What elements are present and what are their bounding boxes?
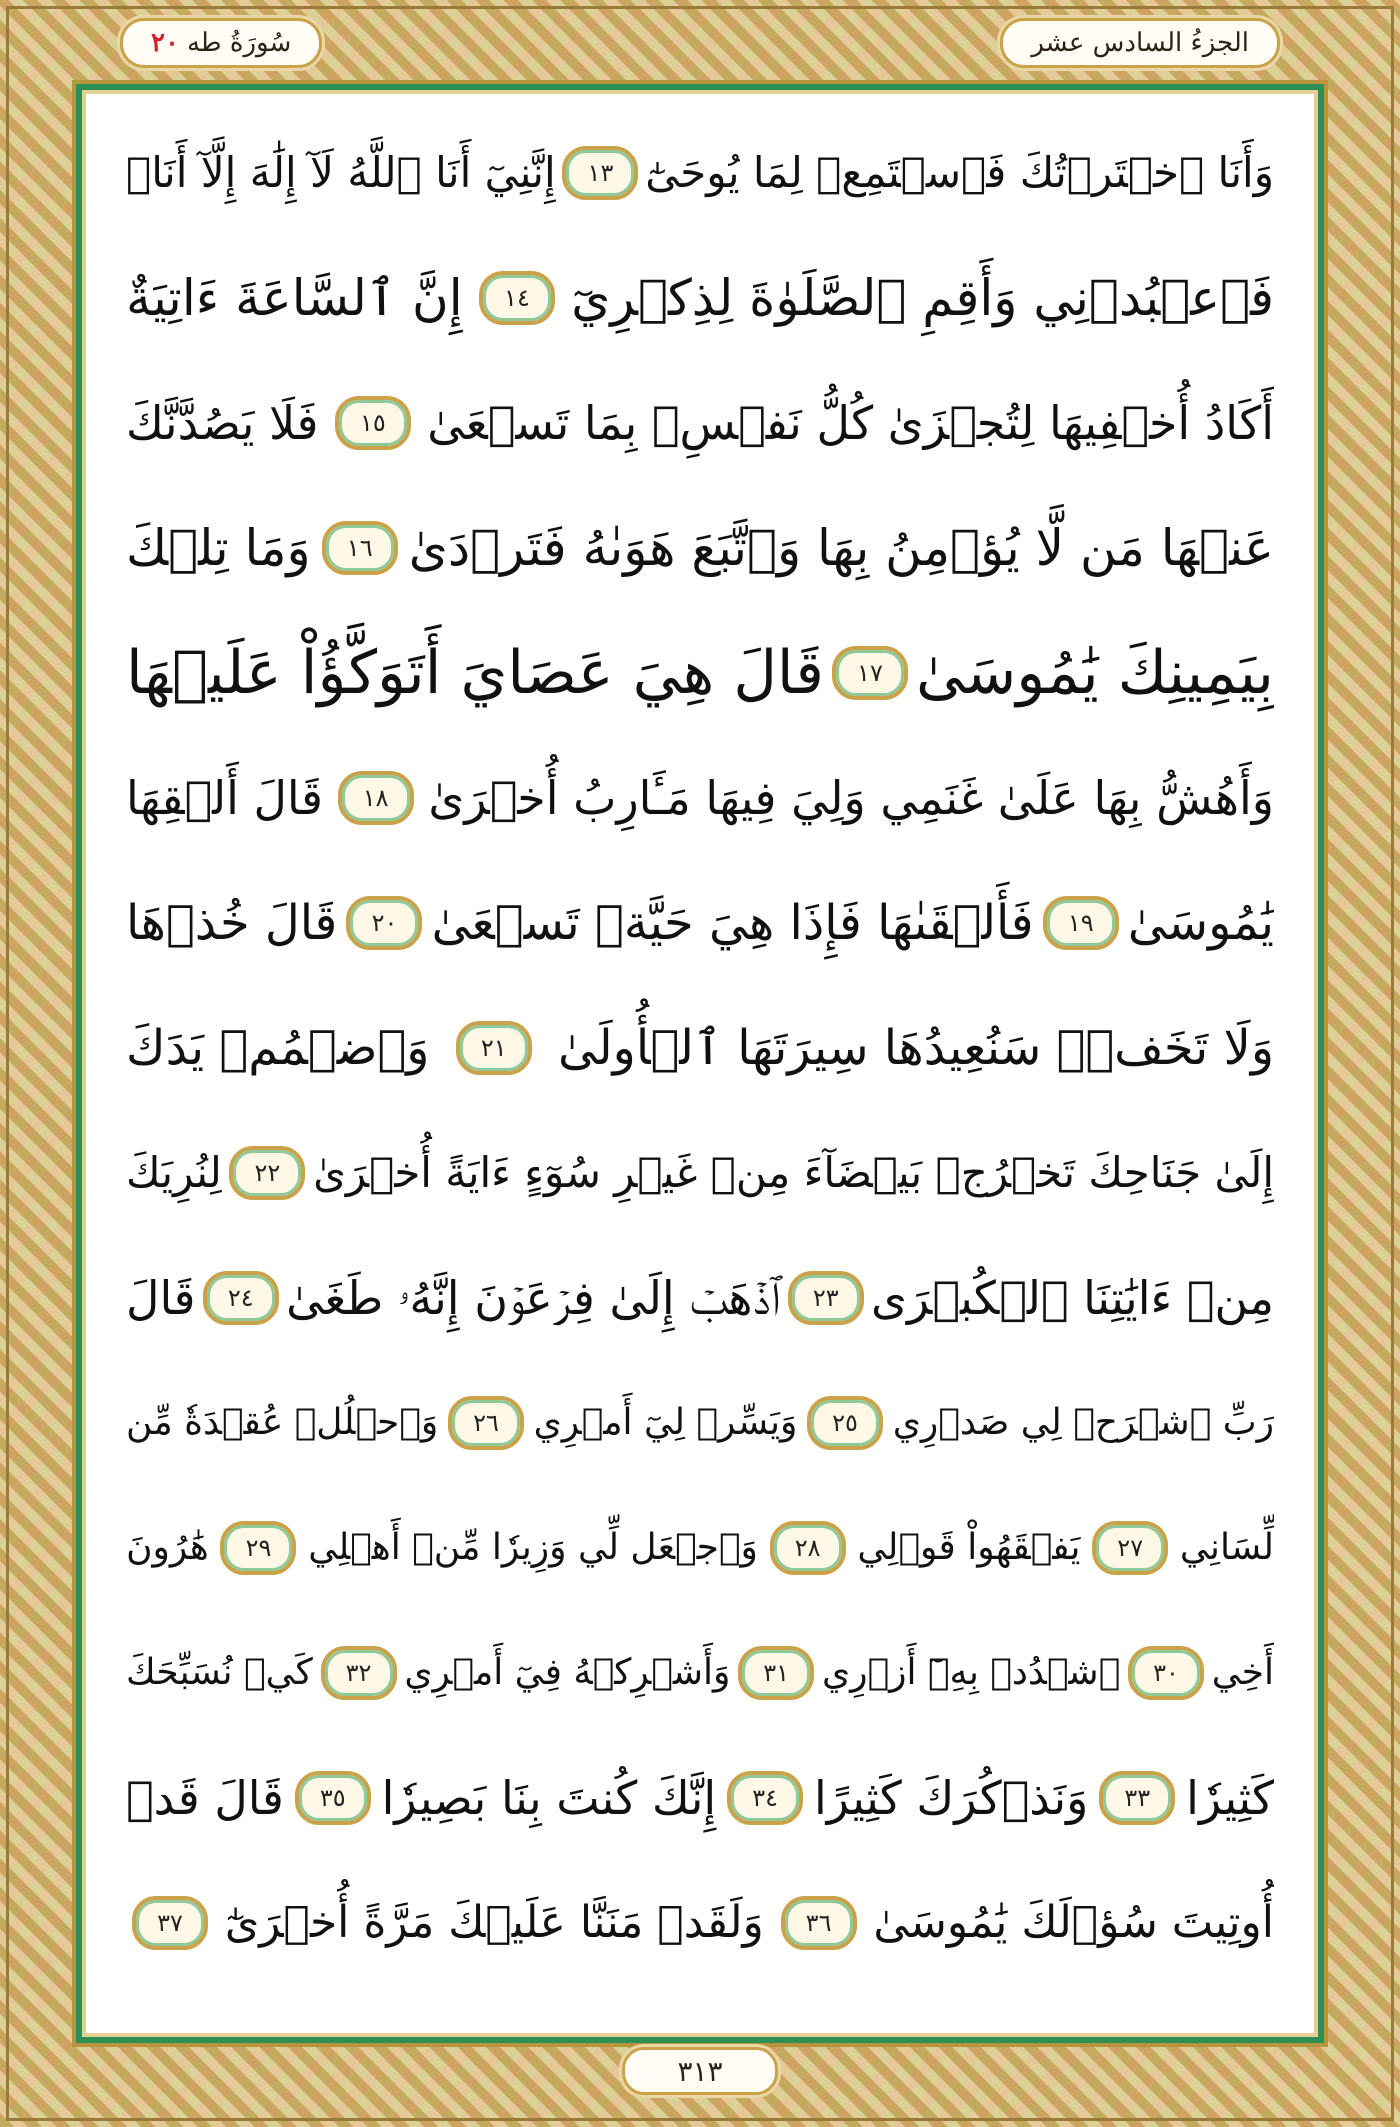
ayah-number-marker: ٢٢ xyxy=(229,1146,305,1200)
ayah-number-marker: ١٣ xyxy=(562,146,638,200)
juz-label-badge xyxy=(1000,18,1280,68)
verse-text: قَالَ خُذۡهَا xyxy=(126,895,338,951)
verse-text: وَٱجۡعَل لِّي وَزِيرٗا مِّنۡ أَهۡلِي xyxy=(308,1527,758,1568)
verse-text: إِنَّ ٱلسَّاعَةَ ءَاتِيَةٌ xyxy=(126,269,463,327)
page-number-badge xyxy=(622,2047,778,2095)
verse-text: وَأَشۡرِكۡهُ فِيٓ أَمۡرِي xyxy=(404,1652,731,1693)
juz-label: الجزءُ السادس عشر xyxy=(1031,28,1249,58)
ayah-number-marker: ٢٧ xyxy=(1092,1521,1168,1575)
ayah-number-marker: ٣٤ xyxy=(727,1771,803,1825)
verse-line xyxy=(126,1118,1274,1228)
verse-text: قَالَ هِيَ عَصَايَ أَتَوَكَّؤُاْ عَلَيۡهَا xyxy=(126,638,824,708)
verse-text: أَكَادُ أُخۡفِيهَا لِتُجۡزَىٰ كُلُّ نَفۡسِۭ بِمَا تَسۡعَىٰ xyxy=(427,396,1274,450)
page-number: ٣١٣ xyxy=(677,2054,723,2088)
verse-line xyxy=(126,868,1274,978)
ayah-number-marker: ٢٥ xyxy=(807,1396,883,1450)
verse-line xyxy=(126,1493,1274,1603)
verse-text: يَفۡقَهُواْ قَوۡلِي xyxy=(857,1527,1081,1568)
verse-text: لِنُرِيَكَ xyxy=(126,1148,222,1197)
verse-lines xyxy=(126,118,1274,1978)
verse-text: أُوتِيتَ سُؤۡلَكَ يَٰمُوسَىٰ xyxy=(873,1897,1274,1948)
ayah-number-marker: ٣٥ xyxy=(295,1771,371,1825)
verse-text: وَلَا تَخَفۡۖ سَنُعِيدُهَا سِيرَتَهَا ٱلۡأُولَىٰ xyxy=(558,1020,1274,1076)
verse-text: ٱشۡدُدۡ بِهِۦٓ أَزۡرِي xyxy=(821,1652,1121,1693)
verse-text: كَيۡ نُسَبِّحَكَ xyxy=(126,1652,313,1693)
ayah-number-marker: ١٩ xyxy=(1043,896,1119,950)
surah-number: ٢٠ xyxy=(151,28,179,58)
verse-text: وَأَهُشُّ بِهَا عَلَىٰ غَنَمِي وَلِيَ فِيهَا مَـَٔارِبُ أُخۡرَىٰ xyxy=(428,771,1274,825)
verse-text: لِّسَانِي xyxy=(1179,1527,1274,1568)
verse-line xyxy=(126,993,1274,1103)
ayah-number-marker: ٢٩ xyxy=(220,1521,296,1575)
ayah-number-marker: ١٤ xyxy=(479,271,555,325)
verse-text: فَأَلۡقَىٰهَا فَإِذَا هِيَ حَيَّةٞ تَسۡعَىٰ xyxy=(431,895,1034,951)
ayah-number-marker: ١٥ xyxy=(335,396,411,450)
text-area xyxy=(82,90,1318,2037)
verse-text: قَالَ قَدۡ xyxy=(126,1771,284,1825)
surah-label-badge xyxy=(120,18,322,68)
ayah-number-marker: ٢٣ xyxy=(788,1271,864,1325)
ayah-number-marker: ١٧ xyxy=(832,646,908,700)
verse-text: رَبِّ ٱشۡرَحۡ لِي صَدۡرِي xyxy=(892,1402,1274,1443)
ayah-number-marker: ٢٤ xyxy=(203,1271,279,1325)
verse-line xyxy=(126,1243,1274,1353)
verse-line xyxy=(126,1368,1274,1478)
verse-text: يَٰمُوسَىٰ xyxy=(1127,895,1274,951)
ayah-number-marker: ٣٢ xyxy=(321,1646,397,1700)
verse-text: وَيَسِّرۡ لِيٓ أَمۡرِي xyxy=(533,1402,798,1443)
ayah-number-marker: ١٨ xyxy=(338,771,414,825)
ayah-number-marker: ٢٦ xyxy=(448,1396,524,1450)
ayah-number-marker: ٣٦ xyxy=(781,1896,857,1950)
verse-line xyxy=(126,368,1274,478)
surah-name: سُورَةُ طه xyxy=(186,28,292,58)
verse-text: قَالَ أَلۡقِهَا xyxy=(126,771,323,825)
verse-text: كَثِيرٗا xyxy=(1186,1771,1274,1825)
verse-text: مِنۡ ءَايَٰتِنَا ٱلۡكُبۡرَى xyxy=(871,1271,1274,1325)
page-header xyxy=(120,8,1280,68)
verse-line xyxy=(126,243,1274,353)
verse-line xyxy=(126,1743,1274,1853)
ayah-number-marker: ٢١ xyxy=(456,1021,532,1075)
verse-line xyxy=(126,1618,1274,1728)
verse-line xyxy=(126,618,1274,728)
verse-text: هَٰرُونَ xyxy=(126,1527,209,1568)
ayah-number-marker: ٣٣ xyxy=(1099,1771,1175,1825)
ayah-number-marker: ١٦ xyxy=(322,521,398,575)
text-frame xyxy=(72,80,1328,2047)
verse-text: بِيَمِينِكَ يَٰمُوسَىٰ xyxy=(915,638,1274,708)
ayah-number-marker: ٣٧ xyxy=(132,1896,208,1950)
verse-text: إِنَّكَ كُنتَ بِنَا بَصِيرٗا xyxy=(381,1771,717,1825)
verse-text: إِلَىٰ جَنَاحِكَ تَخۡرُجۡ بَيۡضَآءَ مِنۡ غَيۡرِ سُوٓءٍ ءَايَةً أُخۡرَىٰ xyxy=(313,1148,1274,1197)
verse-text: وَمَا تِلۡكَ xyxy=(126,519,311,577)
verse-text: عَنۡهَا مَن لَّا يُؤۡمِنُ بِهَا وَٱتَّبَعَ هَوَىٰهُ فَتَرۡدَىٰ xyxy=(408,519,1274,577)
ayah-number-marker: ٢٠ xyxy=(346,896,422,950)
verse-text: وَأَنَا ٱخۡتَرۡتُكَ فَٱسۡتَمِعۡ لِمَا يُوحَىٰٓ xyxy=(645,148,1274,197)
verse-text: وَٱحۡلُلۡ عُقۡدَةٗ مِّن xyxy=(126,1402,439,1443)
verse-text: وَنَذۡكُرَكَ كَثِيرًا xyxy=(813,1771,1089,1825)
verse-text: ٱذۡهَبۡ إِلَىٰ فِرۡعَوۡنَ إِنَّهُۥ طَغَىٰ xyxy=(286,1271,781,1325)
verse-text: فَلَا يَصُدَّنَّكَ xyxy=(126,396,319,450)
ayah-number-marker: ٣٠ xyxy=(1128,1646,1204,1700)
verse-text: وَلَقَدۡ مَنَنَّا عَلَيۡكَ مَرَّةً أُخۡرَىٰٓ xyxy=(224,1897,764,1948)
verse-text: وَٱضۡمُمۡ يَدَكَ xyxy=(126,1020,430,1076)
ayah-number-marker: ٢٨ xyxy=(770,1521,846,1575)
verse-line xyxy=(126,1868,1274,1978)
verse-line xyxy=(126,743,1274,853)
verse-text: أَخِي xyxy=(1211,1652,1274,1693)
ayah-number-marker: ٣١ xyxy=(738,1646,814,1700)
verse-line xyxy=(126,493,1274,603)
verse-text: فَٱعۡبُدۡنِي وَأَقِمِ ٱلصَّلَوٰةَ لِذِكۡرِيٓ xyxy=(571,269,1274,327)
verse-text: قَالَ xyxy=(126,1271,196,1325)
verse-text: إِنَّنِيٓ أَنَا ٱللَّهُ لَآ إِلَٰهَ إِلَّآ أَنَا۠ xyxy=(126,148,556,197)
verse-line xyxy=(126,118,1274,228)
